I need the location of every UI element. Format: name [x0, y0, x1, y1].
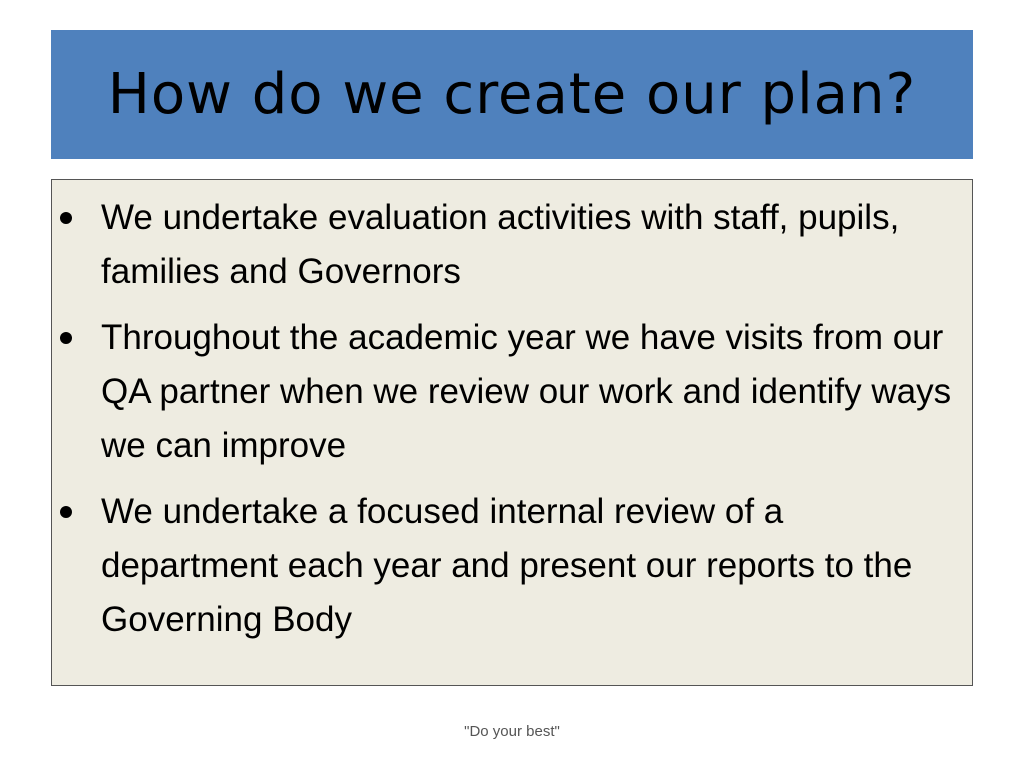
bullet-list: [52, 191, 972, 659]
bullet-dot-icon: [60, 332, 72, 344]
bullet-dot-icon: [60, 506, 72, 518]
bullet-dot-icon: [60, 212, 72, 224]
bullet-text: Throughout the academic year we have visits from our QA partner when we review our work and identify ways we can improve: [101, 318, 952, 465]
bullet-text: We undertake a focused internal review of a department each year and present our reports to the Governing Body: [101, 492, 913, 639]
slide-footer: "Do your best": [464, 723, 560, 740]
slide-content-box: [51, 179, 973, 686]
bullet-item: [52, 311, 972, 473]
bullet-item: [52, 191, 972, 299]
bullet-text: We undertake evaluation activities with staff, pupils, families and Governors: [101, 198, 900, 291]
bullet-item: [52, 485, 972, 647]
slide-title: How do we create our plan?: [107, 62, 917, 127]
slide-title-bar: [51, 30, 973, 159]
